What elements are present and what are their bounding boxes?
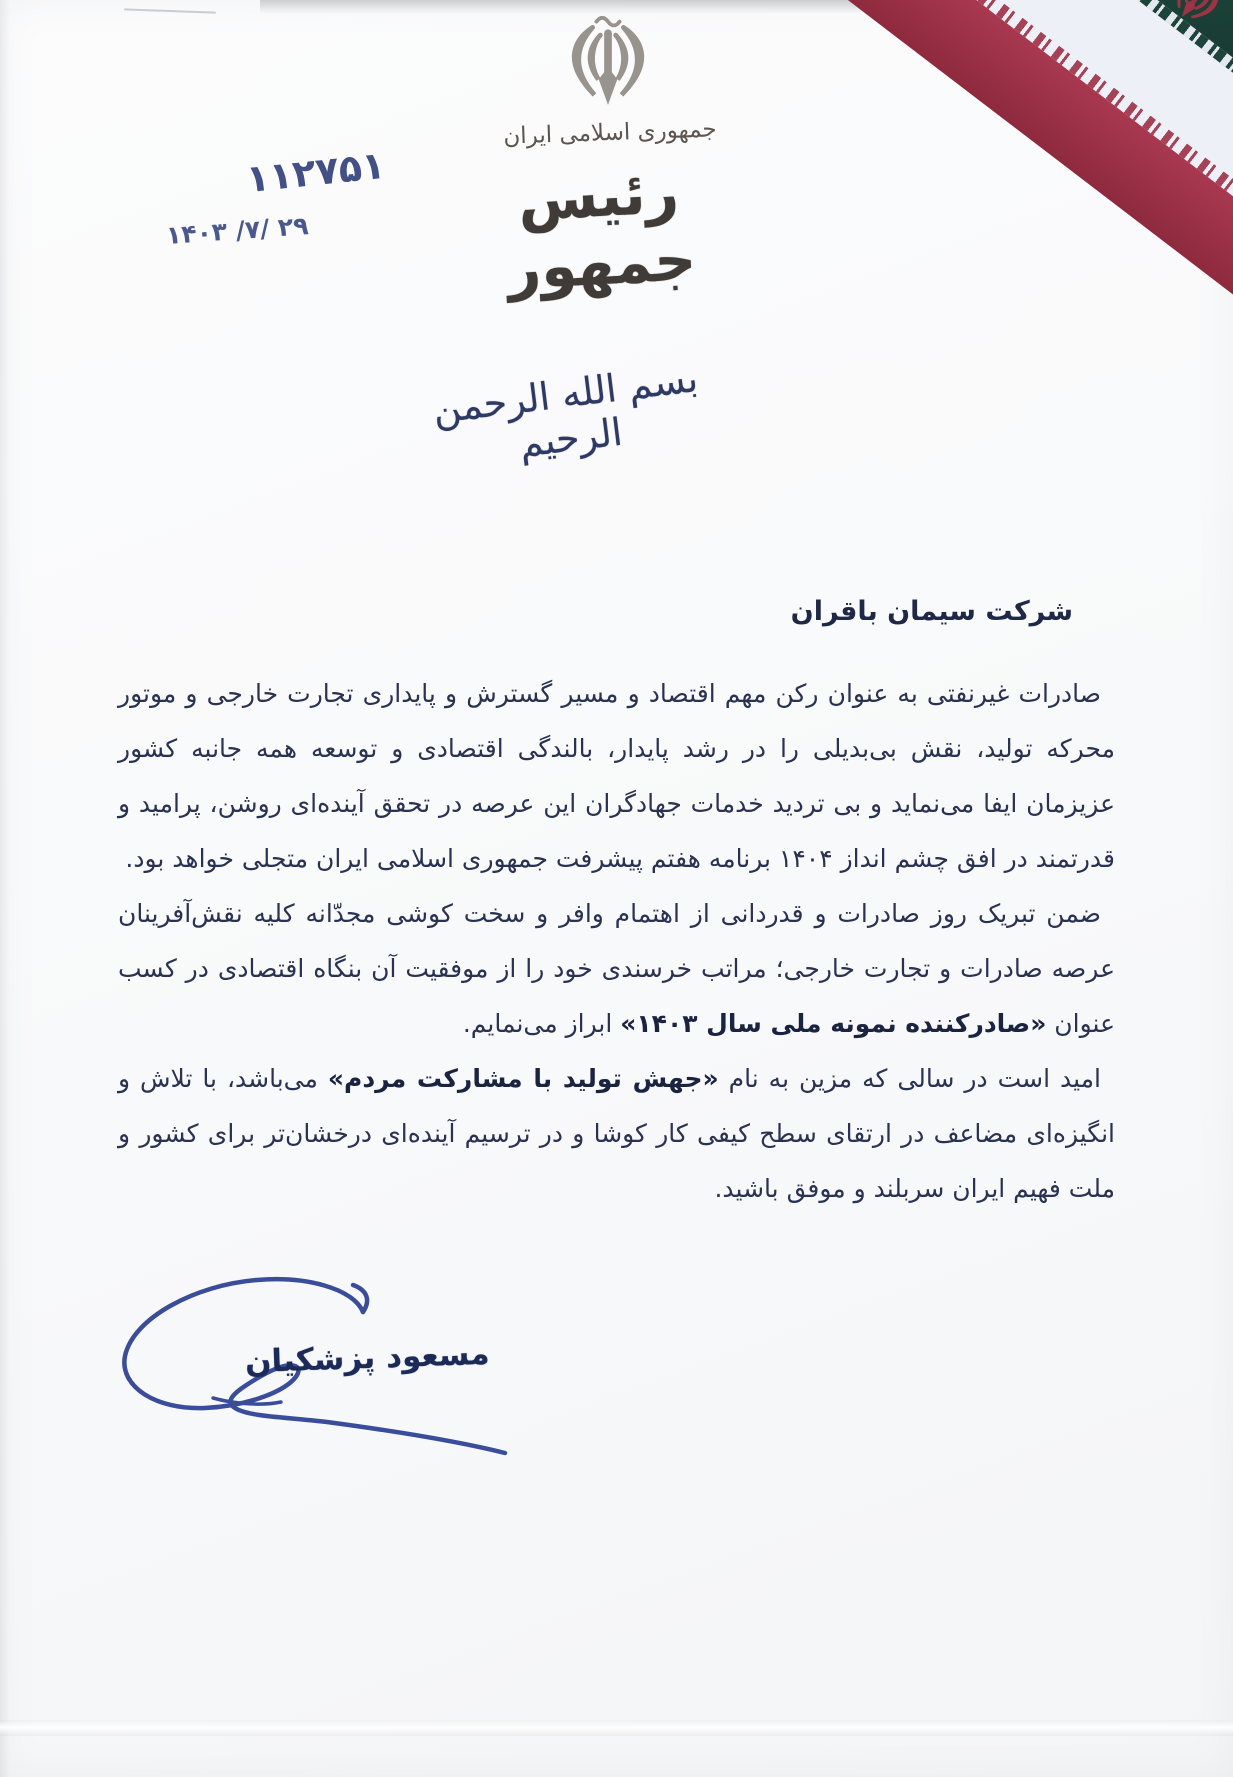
text-run: می‌باشد، با تلاش و انگیزه‌ای مضاعف در ارتقای سطح کیفی کار کوشا و در ترسیم آینده‌ای درخشان‌تر برای کشور و ملت فهیم ایران سربلند و موفق باشید. bbox=[118, 1064, 1115, 1203]
scan-artifact-line bbox=[124, 8, 216, 13]
body-paragraph bbox=[118, 666, 1115, 886]
national-emblem-icon bbox=[552, 12, 664, 118]
text-run: ضمن تبریک روز صادرات و قدردانی از اهتمام وافر و سخت کوشی مجدّانه کلیه نقش‌آفرینان عرصه صادرات و تجارت خارجی؛ مراتب خرسندی خود را از موفقیت آن بنگاه اقتصادی در کسب عنوان bbox=[118, 899, 1115, 1038]
text-run: امید است در سالی که مزین به نام bbox=[718, 1064, 1101, 1093]
iran-flag-corner-ribbon bbox=[793, 0, 1233, 350]
scan-left-edge-shadow bbox=[0, 0, 10, 1777]
signature-block bbox=[95, 1270, 535, 1470]
text-run: صادرات غیرنفتی به عنوان رکن مهم اقتصاد و مسیر گسترش و پایداری تجارت خارجی و موتور محرکه تولید، نقش بی‌بدیلی را در رشد پایدار، بالندگی اقتصادی و توسعه همه جانبه کشور عزیزمان ایفا می‌نماید و بی تردید خدمات جهادگران این عرصه در تحقق آینده‌ای روشن، پرامید و قدرتمند در افق چشم انداز ۱۴۰۴ برنامه هفتم پیشرفت جمهوری اسلامی ایران متجلی خواهد بود. bbox=[118, 679, 1115, 873]
letterhead-office-title: رئیس جمهور bbox=[505, 157, 698, 303]
body-paragraph bbox=[118, 1051, 1115, 1216]
bold-phrase: «جهش تولید با مشارکت مردم» bbox=[327, 1064, 719, 1093]
bold-phrase: «صادرکننده نمونه ملی سال ۱۴۰۳» bbox=[620, 1009, 1047, 1038]
letter-body bbox=[118, 666, 1115, 1216]
paper-crease-line bbox=[0, 1720, 1233, 1736]
signatory-name: مسعود پزشکیان bbox=[244, 1335, 491, 1381]
flag-ribbon-stripes bbox=[793, 0, 1233, 350]
handwritten-date: ۲۹ /۷/ ۱۴۰۳ bbox=[165, 211, 310, 250]
handwritten-ref-number: ۱۱۲۷۵۱ bbox=[244, 142, 388, 202]
bismillah-calligraphy: بسم الله الرحمن الرحیم bbox=[430, 356, 701, 466]
body-paragraph bbox=[118, 886, 1115, 1051]
recipient-name: شرکت سیمان باقران bbox=[790, 596, 1073, 627]
text-run: ابراز می‌نمایم. bbox=[462, 1009, 621, 1038]
letterhead-country-title: جمهوری اسلامی ایران bbox=[502, 116, 718, 150]
